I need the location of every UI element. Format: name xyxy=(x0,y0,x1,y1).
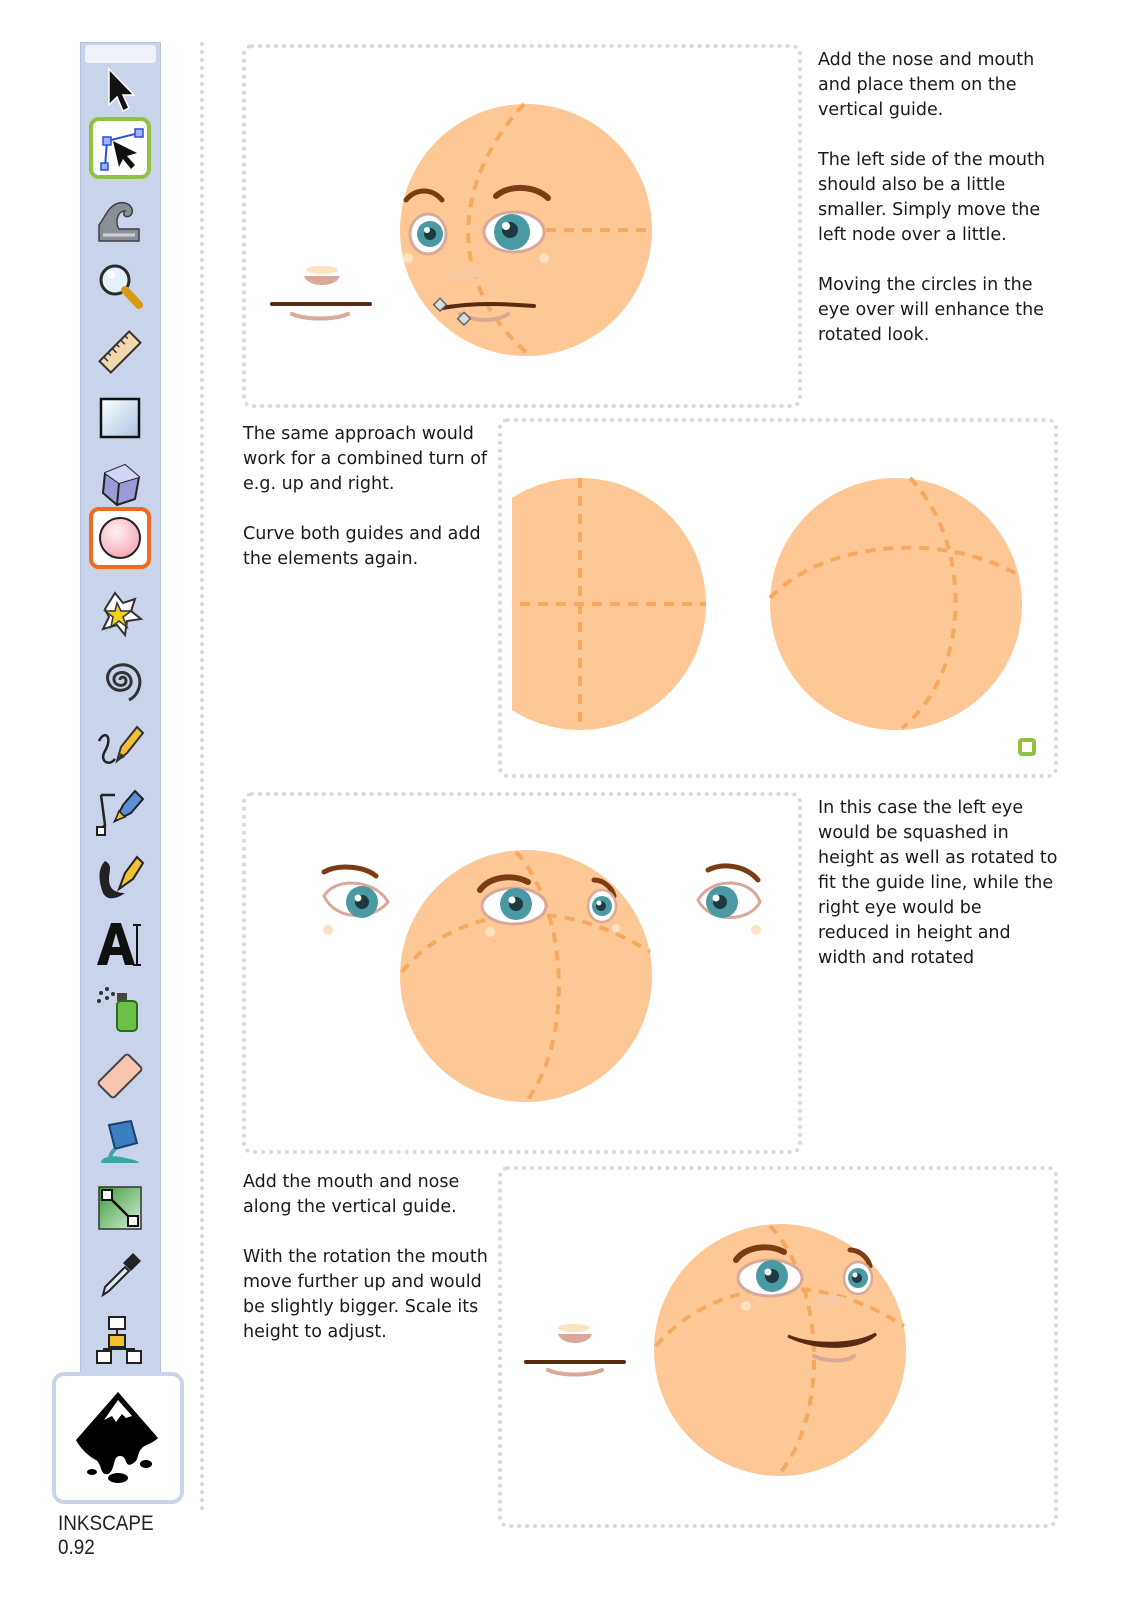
panel-final-face xyxy=(498,1166,1058,1528)
face-illustration-1 xyxy=(246,48,806,412)
panel-front-nose-mouth xyxy=(242,44,802,408)
selector-tool-icon xyxy=(95,65,145,115)
paint-bucket-tool[interactable] xyxy=(89,1111,151,1173)
face-illustration-3 xyxy=(246,796,806,1158)
face-illustration-4 xyxy=(502,1170,1062,1532)
paragraph: The same approach would work for a combined turn of e.g. up and right. xyxy=(243,424,488,494)
spray-tool[interactable] xyxy=(89,979,151,1041)
inkscape-logo-icon xyxy=(66,1386,170,1490)
gradient-tool[interactable] xyxy=(89,1177,151,1239)
inkscape-toolbox xyxy=(80,42,161,1384)
3d-box-tool-icon xyxy=(95,459,145,509)
paint-bucket-tool-icon xyxy=(95,1117,145,1167)
node-tool[interactable] xyxy=(89,117,151,179)
text-tool-icon xyxy=(95,919,145,969)
pencil-tool-icon xyxy=(95,721,145,771)
paragraph: Moving the circles in the eye over will enhance the rotated look. xyxy=(818,275,1044,345)
section-4-text xyxy=(243,1170,489,1345)
connector-tool[interactable] xyxy=(89,1309,151,1371)
zoom-tool[interactable] xyxy=(89,255,151,317)
spare-nose xyxy=(558,1334,592,1343)
3d-box-tool[interactable] xyxy=(89,453,151,515)
eraser-tool-icon xyxy=(95,1051,145,1101)
section-1-text xyxy=(818,48,1054,348)
star-tool-icon xyxy=(95,589,145,639)
measure-tool-icon xyxy=(95,327,145,377)
calligraphy-tool-icon xyxy=(95,853,145,903)
spare-nose xyxy=(304,276,340,285)
rectangle-tool-icon xyxy=(95,393,145,443)
pen-tool-icon xyxy=(95,787,145,837)
front-head xyxy=(502,478,706,730)
tweak-tool[interactable] xyxy=(89,189,151,251)
divider xyxy=(200,42,204,1512)
paragraph: With the rotation the mouth move further up and would be slightly bigger. Scale its height to adjust. xyxy=(243,1247,488,1342)
connector-tool-icon xyxy=(95,1315,145,1365)
guide-circles xyxy=(502,422,1062,782)
paragraph: The left side of the mouth should also be a little smaller. Simply move the left node over a little. xyxy=(818,150,1045,245)
spare-lip xyxy=(548,1370,602,1375)
ellipse-tool[interactable] xyxy=(89,507,151,569)
spare-left-eyebrow xyxy=(324,867,376,876)
gradient-tool-icon xyxy=(95,1183,145,1233)
spiral-tool[interactable] xyxy=(89,649,151,711)
ellipse-tool-icon xyxy=(95,513,145,563)
spare-right-eyebrow xyxy=(708,866,758,880)
paragraph: Curve both guides and add the elements again. xyxy=(243,524,481,569)
text-tool[interactable] xyxy=(89,913,151,975)
inkscape-logo xyxy=(52,1372,184,1504)
paragraph: Add the mouth and nose along the vertical guide. xyxy=(243,1172,460,1217)
turned-head xyxy=(770,478,1022,730)
section-2-text xyxy=(243,422,489,572)
rectangle-tool[interactable] xyxy=(89,387,151,449)
dropper-tool-icon xyxy=(95,1249,145,1299)
node-tool-icon xyxy=(95,123,145,173)
eraser-tool[interactable] xyxy=(89,1045,151,1107)
done-checkbox[interactable] xyxy=(1018,738,1036,756)
spray-tool-icon xyxy=(95,985,145,1035)
star-tool[interactable] xyxy=(89,583,151,645)
logo-caption: INKSCAPE 0.92 xyxy=(58,1512,154,1559)
selector-tool[interactable] xyxy=(89,59,151,121)
tweak-tool-icon xyxy=(95,195,145,245)
panel-eyes-rotated xyxy=(242,792,802,1154)
spare-nose-top xyxy=(306,266,338,274)
paragraph: Add the nose and mouth and place them on the vertical guide. xyxy=(818,50,1035,120)
spiral-tool-icon xyxy=(95,655,145,705)
spare-lip xyxy=(292,314,348,319)
section-3-text xyxy=(818,796,1058,971)
calligraphy-tool[interactable] xyxy=(89,847,151,909)
zoom-tool-icon xyxy=(95,261,145,311)
measure-tool[interactable] xyxy=(89,321,151,383)
pen-tool[interactable] xyxy=(89,781,151,843)
paragraph: In this case the left eye would be squashed in height as well as rotated to fit the guide line, while the right eye would be reduced in height and width and rotated xyxy=(818,798,1058,968)
pencil-tool[interactable] xyxy=(89,715,151,777)
panel-guides-curved xyxy=(498,418,1058,778)
dropper-tool[interactable] xyxy=(89,1243,151,1305)
